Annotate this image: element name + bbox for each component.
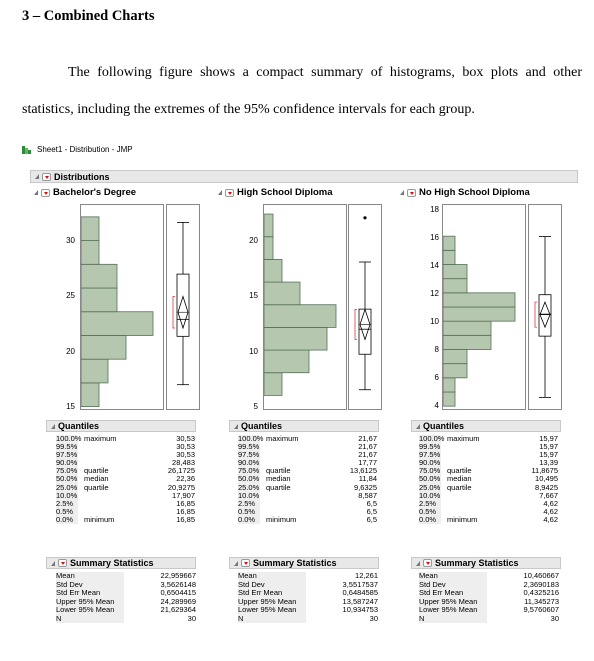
group-header-nohighschool[interactable] xyxy=(396,186,530,199)
collapse-triangle-icon[interactable] xyxy=(234,561,238,566)
quantile-value: 28,483 xyxy=(172,458,195,468)
histogram-bar xyxy=(443,293,515,307)
quantile-label: quartile xyxy=(84,482,109,492)
y-tick-label: 20 xyxy=(66,347,75,356)
y-tick-label: 15 xyxy=(66,402,75,411)
shortest-half-bracket xyxy=(535,302,537,327)
histogram-bar xyxy=(264,282,300,305)
jmp-window xyxy=(22,142,588,652)
histogram-bar xyxy=(81,383,99,407)
quantile-value: 17,907 xyxy=(172,490,195,500)
histogram-bar xyxy=(443,321,491,335)
quantile-row xyxy=(238,508,377,516)
y-tick-label: 12 xyxy=(430,289,439,298)
summary-stat-value: 9,5760607 xyxy=(523,605,559,614)
quantile-value: 30,53 xyxy=(176,434,195,443)
paragraph-text: The following figure shows a compact summary of histograms, box plots and other statistics, including the extremes of the 95% confidence intervals for each group. xyxy=(22,65,582,117)
summary-title: Summary Statistics xyxy=(435,558,519,568)
quantile-row xyxy=(419,508,558,516)
quantile-value: 15,97 xyxy=(539,450,558,460)
histogram-bar xyxy=(81,288,117,312)
quantile-value: 4,62 xyxy=(543,506,558,516)
summary-stat-value: 12,261 xyxy=(355,571,378,580)
collapse-triangle-icon[interactable] xyxy=(218,190,222,195)
histogram-bar xyxy=(443,236,455,250)
red-triangle-menu-icon[interactable] xyxy=(42,173,51,181)
quantiles-table xyxy=(419,435,558,524)
window-title-bar xyxy=(22,142,133,156)
collapse-triangle-icon[interactable] xyxy=(400,190,404,195)
quantile-label: quartile xyxy=(84,466,109,476)
histogram-bar xyxy=(264,214,273,237)
y-tick-label: 6 xyxy=(434,373,439,382)
summary-stat-value: 0,6484585 xyxy=(342,588,378,597)
summary-stat-name: Mean xyxy=(419,572,487,581)
quantile-percent: 90.0% xyxy=(419,458,441,468)
quantile-percent: 0.5% xyxy=(56,508,78,516)
histogram-bar xyxy=(443,392,455,406)
red-triangle-menu-icon[interactable] xyxy=(407,189,416,197)
histogram-bar xyxy=(81,264,117,288)
quantile-percent: 25.0% xyxy=(419,482,441,492)
window-title: Sheet1 - Distribution - JMP xyxy=(37,144,133,154)
histogram-bar xyxy=(264,237,273,260)
quantile-label xyxy=(441,443,496,451)
histogram-bar xyxy=(81,241,99,265)
summary-stat-value: 0,4325216 xyxy=(523,588,559,597)
quantile-label: quartile xyxy=(266,466,291,476)
quantile-label xyxy=(78,443,133,451)
quantile-value: 15,97 xyxy=(539,442,558,452)
quantiles-table xyxy=(238,435,377,524)
quantile-percent: 99.5% xyxy=(56,442,78,452)
summary-statistics-header[interactable] xyxy=(411,557,561,569)
quantile-label xyxy=(260,500,315,508)
quantile-label: median xyxy=(266,474,291,484)
quantile-label: minimum xyxy=(84,514,115,524)
quantile-label: median xyxy=(84,474,109,484)
quantile-label: maximum xyxy=(84,434,117,443)
histogram-bar xyxy=(81,335,126,359)
histogram-plot[interactable] xyxy=(80,204,164,410)
summary-stat-value: 11,345273 xyxy=(524,596,559,606)
quantiles-table xyxy=(56,435,195,524)
histogram-bar xyxy=(443,378,455,392)
quantiles-header[interactable] xyxy=(229,420,379,432)
quantile-value: 8,587 xyxy=(358,490,377,500)
quantile-value: 6,5 xyxy=(366,506,377,516)
histogram-bar xyxy=(443,350,467,364)
quantile-label: quartile xyxy=(447,482,472,492)
summary-row xyxy=(56,615,196,624)
y-tick-label: 18 xyxy=(430,205,439,214)
quantile-value: 17,77 xyxy=(358,458,377,468)
red-triangle-menu-icon[interactable] xyxy=(41,189,50,197)
quantile-value: 30,53 xyxy=(176,450,195,460)
summary-stat-value: 21,629364 xyxy=(160,605,196,614)
quantile-percent: 99.5% xyxy=(419,442,441,452)
summary-title: Summary Statistics xyxy=(70,558,154,568)
summary-row xyxy=(419,615,559,624)
quantile-percent: 0.0% xyxy=(419,516,441,524)
histogram-bar xyxy=(443,265,467,279)
quantile-value: 13,39 xyxy=(539,458,558,468)
quantile-percent: 0.0% xyxy=(238,516,260,524)
summary-stat-value: 30 xyxy=(187,613,196,623)
quantile-value: 16,85 xyxy=(176,506,195,516)
quantile-value: 11,84 xyxy=(358,474,377,484)
summary-stat-name: Std Err Mean xyxy=(56,589,124,598)
document-paragraph xyxy=(22,54,582,128)
box-plot[interactable] xyxy=(166,204,200,410)
collapse-triangle-icon[interactable] xyxy=(234,424,238,429)
quantile-label: maximum xyxy=(266,434,299,443)
summary-title: Summary Statistics xyxy=(253,558,337,568)
summary-stat-name: Mean xyxy=(238,572,306,581)
quantile-percent: 25.0% xyxy=(56,482,78,492)
quantile-percent: 50.0% xyxy=(56,474,78,484)
quantile-percent: 2.5% xyxy=(238,500,260,508)
quantile-label: maximum xyxy=(447,434,480,443)
summary-stat-name: Std Dev xyxy=(238,581,306,590)
summary-table xyxy=(238,572,378,623)
quantile-percent: 100.0% xyxy=(238,434,264,443)
quantile-value: 16,85 xyxy=(176,514,195,524)
y-tick-label: 10 xyxy=(430,317,439,326)
quantile-row xyxy=(56,516,195,524)
document-heading: 3 – Combined Charts xyxy=(22,8,155,24)
quantile-label xyxy=(260,492,315,500)
group-header-highschool[interactable] xyxy=(214,186,333,199)
summary-table xyxy=(419,572,559,623)
histogram-bar xyxy=(81,359,108,383)
group-name: High School Diploma xyxy=(237,187,333,198)
quantile-label xyxy=(78,492,133,500)
red-triangle-menu-icon[interactable] xyxy=(241,559,250,567)
y-tick-label: 16 xyxy=(430,233,439,242)
y-tick-label: 4 xyxy=(434,401,439,410)
quantiles-header[interactable] xyxy=(411,420,561,432)
red-triangle-menu-icon[interactable] xyxy=(423,559,432,567)
quantile-percent: 10.0% xyxy=(56,490,78,500)
quantile-value: 21,67 xyxy=(358,442,377,452)
boxplot-svg xyxy=(167,205,199,409)
quantile-row xyxy=(419,516,558,524)
histogram-bar xyxy=(264,259,282,282)
summary-stat-value: 2,3690183 xyxy=(523,579,559,589)
quantile-value: 13,6125 xyxy=(349,466,377,476)
y-tick-label: 30 xyxy=(66,236,75,245)
quantile-value: 8,9425 xyxy=(535,482,558,492)
quantile-row xyxy=(238,492,377,500)
summary-stat-value: 24,289969 xyxy=(160,596,196,606)
quantile-value: 26,1725 xyxy=(167,466,195,476)
distributions-header[interactable] xyxy=(30,170,578,183)
quantile-row xyxy=(419,500,558,508)
summary-stat-value: 22,959667 xyxy=(160,571,196,580)
shortest-half-bracket xyxy=(173,296,175,328)
summary-stat-name: Lower 95% Mean xyxy=(419,606,487,615)
quantile-label: median xyxy=(447,474,472,484)
quantile-value: 21,67 xyxy=(358,434,377,443)
quantile-row xyxy=(56,508,195,516)
summary-stat-name: Std Err Mean xyxy=(419,589,487,598)
group-name: Bachelor's Degree xyxy=(53,187,137,198)
boxplot-svg xyxy=(349,205,381,409)
quantile-value: 6,5 xyxy=(366,514,377,524)
histogram-bar xyxy=(264,305,336,328)
y-tick-label: 20 xyxy=(249,236,258,245)
quantile-percent: 75.0% xyxy=(56,466,78,476)
iqr-box xyxy=(359,309,371,354)
box-plot[interactable] xyxy=(528,204,562,410)
boxplot-svg xyxy=(529,205,561,409)
quantile-percent: 2.5% xyxy=(56,500,78,508)
quantile-label xyxy=(441,492,496,500)
summary-stat-name: Upper 95% Mean xyxy=(56,598,124,607)
histogram-bar xyxy=(443,279,467,293)
collapse-triangle-icon[interactable] xyxy=(51,561,55,566)
summary-statistics-header[interactable] xyxy=(229,557,379,569)
histogram-bar xyxy=(443,307,515,321)
quantile-label xyxy=(78,451,133,459)
jmp-app-icon xyxy=(22,145,33,154)
quantile-percent: 50.0% xyxy=(238,474,260,484)
summary-stat-name: Lower 95% Mean xyxy=(238,606,306,615)
quantile-label xyxy=(78,500,133,508)
quantile-percent: 2.5% xyxy=(419,500,441,508)
quantile-value: 11,8675 xyxy=(531,466,558,476)
quantile-value: 9,6325 xyxy=(354,482,377,492)
histogram-svg xyxy=(264,205,346,409)
quantiles-title: Quantiles xyxy=(58,421,100,431)
summary-stat-name: Std Dev xyxy=(419,581,487,590)
outlier-point xyxy=(363,216,366,219)
quantile-percent: 97.5% xyxy=(419,450,441,460)
red-triangle-menu-icon[interactable] xyxy=(225,189,234,197)
y-tick-label: 5 xyxy=(253,402,258,411)
quantile-percent: 50.0% xyxy=(419,474,441,484)
summary-stat-value: 30 xyxy=(550,613,559,623)
summary-stat-name: Mean xyxy=(56,572,124,581)
quantile-percent: 90.0% xyxy=(238,458,260,468)
quantile-percent: 75.0% xyxy=(419,466,441,476)
y-tick-label: 14 xyxy=(430,261,439,270)
histogram-bar xyxy=(264,327,327,350)
summary-stat-value: 10,934753 xyxy=(342,605,378,614)
quantile-row xyxy=(238,500,377,508)
summary-stat-value: 13,587247 xyxy=(342,596,378,606)
collapse-triangle-icon[interactable] xyxy=(416,424,420,429)
histogram-plot[interactable] xyxy=(442,204,526,410)
histogram-bar xyxy=(81,312,153,336)
summary-stat-value: 3,5517537 xyxy=(342,579,378,589)
quantile-label xyxy=(260,443,315,451)
quantile-percent: 75.0% xyxy=(238,466,260,476)
quantile-value: 6,5 xyxy=(366,498,377,508)
y-tick-label: 10 xyxy=(249,347,258,356)
histogram-bar xyxy=(443,335,491,349)
quantile-value: 22,36 xyxy=(176,474,195,484)
summary-stat-name: N xyxy=(238,615,306,624)
histogram-svg xyxy=(81,205,163,409)
quantile-percent: 10.0% xyxy=(238,490,260,500)
group-header-bachelors[interactable] xyxy=(30,186,136,199)
quantile-value: 21,67 xyxy=(358,450,377,460)
shortest-half-bracket xyxy=(355,309,357,339)
quantile-percent: 100.0% xyxy=(56,434,82,443)
summary-stat-name: Std Err Mean xyxy=(238,589,306,598)
quantile-value: 16,85 xyxy=(176,498,195,508)
group-name: No High School Diploma xyxy=(419,187,530,198)
quantile-percent: 90.0% xyxy=(56,458,78,468)
quantile-percent: 97.5% xyxy=(238,450,260,460)
summary-row xyxy=(56,606,196,615)
distributions-title: Distributions xyxy=(54,171,110,182)
quantile-row xyxy=(238,516,377,524)
quantile-value: 20,9275 xyxy=(167,482,195,492)
quantile-label: minimum xyxy=(266,514,297,524)
quantiles-title: Quantiles xyxy=(423,421,465,431)
quantile-label xyxy=(441,451,496,459)
summary-stat-name: N xyxy=(419,615,487,624)
y-tick-label: 8 xyxy=(434,345,439,354)
summary-stat-name: Upper 95% Mean xyxy=(419,598,487,607)
collapse-triangle-icon[interactable] xyxy=(35,174,39,179)
quantile-label xyxy=(441,500,496,508)
quantile-row xyxy=(56,500,195,508)
histogram-bar xyxy=(443,364,467,378)
summary-stat-name: Upper 95% Mean xyxy=(238,598,306,607)
quantile-value: 7,667 xyxy=(539,490,558,500)
summary-statistics-header[interactable] xyxy=(46,557,196,569)
quantile-percent: 99.5% xyxy=(238,442,260,452)
quantile-value: 4,62 xyxy=(543,514,558,524)
histogram-svg xyxy=(443,205,525,409)
histogram-plot[interactable] xyxy=(263,204,347,410)
y-tick-label: 25 xyxy=(66,291,75,300)
quantile-label: quartile xyxy=(447,466,472,476)
quantile-row xyxy=(56,492,195,500)
summary-stat-value: 30 xyxy=(369,613,378,623)
collapse-triangle-icon[interactable] xyxy=(51,424,55,429)
summary-stat-value: 0,6504415 xyxy=(160,588,196,597)
y-tick-label: 15 xyxy=(249,291,258,300)
quantile-label: quartile xyxy=(266,482,291,492)
summary-stat-value: 3,5626148 xyxy=(160,579,196,589)
summary-stat-name: Std Dev xyxy=(56,581,124,590)
quantile-value: 4,62 xyxy=(543,498,558,508)
quantile-label: minimum xyxy=(447,514,478,524)
summary-stat-value: 10,460667 xyxy=(523,571,559,580)
summary-row xyxy=(238,615,378,624)
summary-row xyxy=(238,606,378,615)
quantiles-title: Quantiles xyxy=(241,421,283,431)
quantile-percent: 0.5% xyxy=(419,508,441,516)
histogram-bar xyxy=(81,217,99,241)
quantile-label xyxy=(260,451,315,459)
summary-table xyxy=(56,572,196,623)
histogram-bar xyxy=(264,373,282,396)
histogram-bar xyxy=(264,350,309,373)
iqr-box xyxy=(539,295,551,336)
quantile-value: 10,495 xyxy=(535,474,558,484)
quantile-percent: 25.0% xyxy=(238,482,260,492)
quantile-value: 15,97 xyxy=(539,434,558,443)
quantile-percent: 10.0% xyxy=(419,490,441,500)
quantile-row xyxy=(419,492,558,500)
red-triangle-menu-icon[interactable] xyxy=(58,559,67,567)
summary-stat-name: N xyxy=(56,615,124,624)
quantile-percent: 0.5% xyxy=(238,508,260,516)
collapse-triangle-icon[interactable] xyxy=(34,190,38,195)
summary-row xyxy=(419,606,559,615)
quantile-value: 30,53 xyxy=(176,442,195,452)
histogram-bar xyxy=(443,250,455,264)
collapse-triangle-icon[interactable] xyxy=(416,561,420,566)
quantile-percent: 100.0% xyxy=(419,434,445,443)
box-plot[interactable] xyxy=(348,204,382,410)
quantile-percent: 97.5% xyxy=(56,450,78,460)
summary-stat-name: Lower 95% Mean xyxy=(56,606,124,615)
quantiles-header[interactable] xyxy=(46,420,196,432)
quantile-percent: 0.0% xyxy=(56,516,78,524)
